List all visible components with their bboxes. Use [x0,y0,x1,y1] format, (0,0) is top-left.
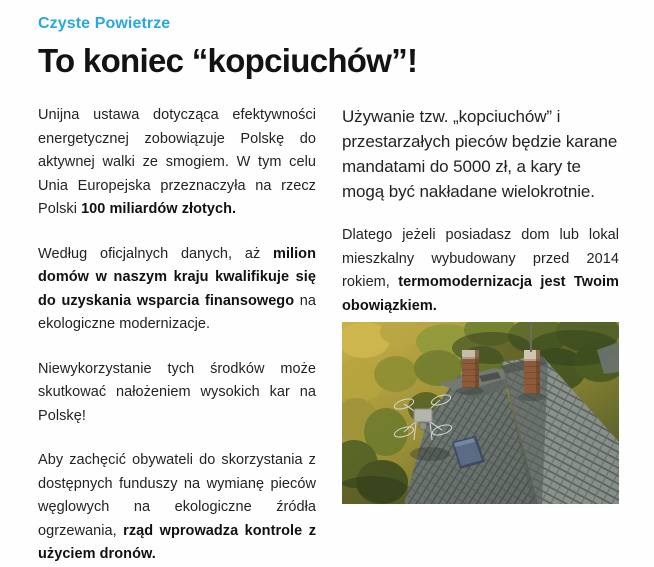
body-text: Unijna ustawa dotycząca efektywności energetycznej zobowiązuje Polskę do aktywnej walki ze smogiem. W tym celu Unia Europejska przeznaczyła na rzecz Polski [38,107,316,217]
emphasis-text: milion domów w naszym kraju kwalifikuje się do uzyskania wsparcia finansowego [38,245,316,309]
kicker-label: Czyste Powietrze [38,15,171,32]
article-header [0,0,654,80]
body-text: na ekologiczne modernizacje. [38,292,316,332]
body-text: Aby zachęcić obywateli do skorzystania z dostępnych funduszy na wymianę pieców węglowych na ekologiczne źródła ogrzewania, [38,452,316,539]
roof-drone-photo [342,322,619,504]
body-text: Niewykorzystanie tych środków może skutkować nałożeniem wysokich kar na Polskę! [38,360,316,424]
emphasis-text: rząd wprowadza kontrole z użyciem dronów. [38,522,316,562]
antenna-mast [530,322,532,352]
paragraph-p3 [38,358,316,429]
page-title: To koniec “kopciuchów”! [38,42,418,79]
emphasis-text: 100 miliardów złotych. [81,201,237,217]
body-text: Dlatego jeżeli posiadasz dom lub lokal mieszkalny wybudowany przed 2014 rokiem, [342,227,619,290]
article-columns [0,104,654,567]
paragraph-r1 [342,104,619,204]
right-column-paragraphs [342,104,619,318]
photo-canvas [342,322,619,504]
paragraph-p4 [38,449,316,567]
paragraph-p1 [38,104,316,222]
left-column [38,104,316,567]
body-text: Używanie tzw. „kopciuchów” i przestarzałych pieców będzie karane mandatami do 5000 zł, a kary te mogą być nakładane wielokrotnie. [342,107,618,201]
paragraph-p2 [38,243,316,337]
emphasis-text: termomodernizacja jest Twoim obowiązkiem. [342,274,619,314]
paragraph-r2 [342,224,619,318]
photo-illustration [342,322,619,504]
body-text: Według oficjalnych danych, aż [38,245,273,262]
right-column [342,104,619,504]
drone-shadow [410,447,450,461]
left-column-paragraphs [38,104,316,567]
